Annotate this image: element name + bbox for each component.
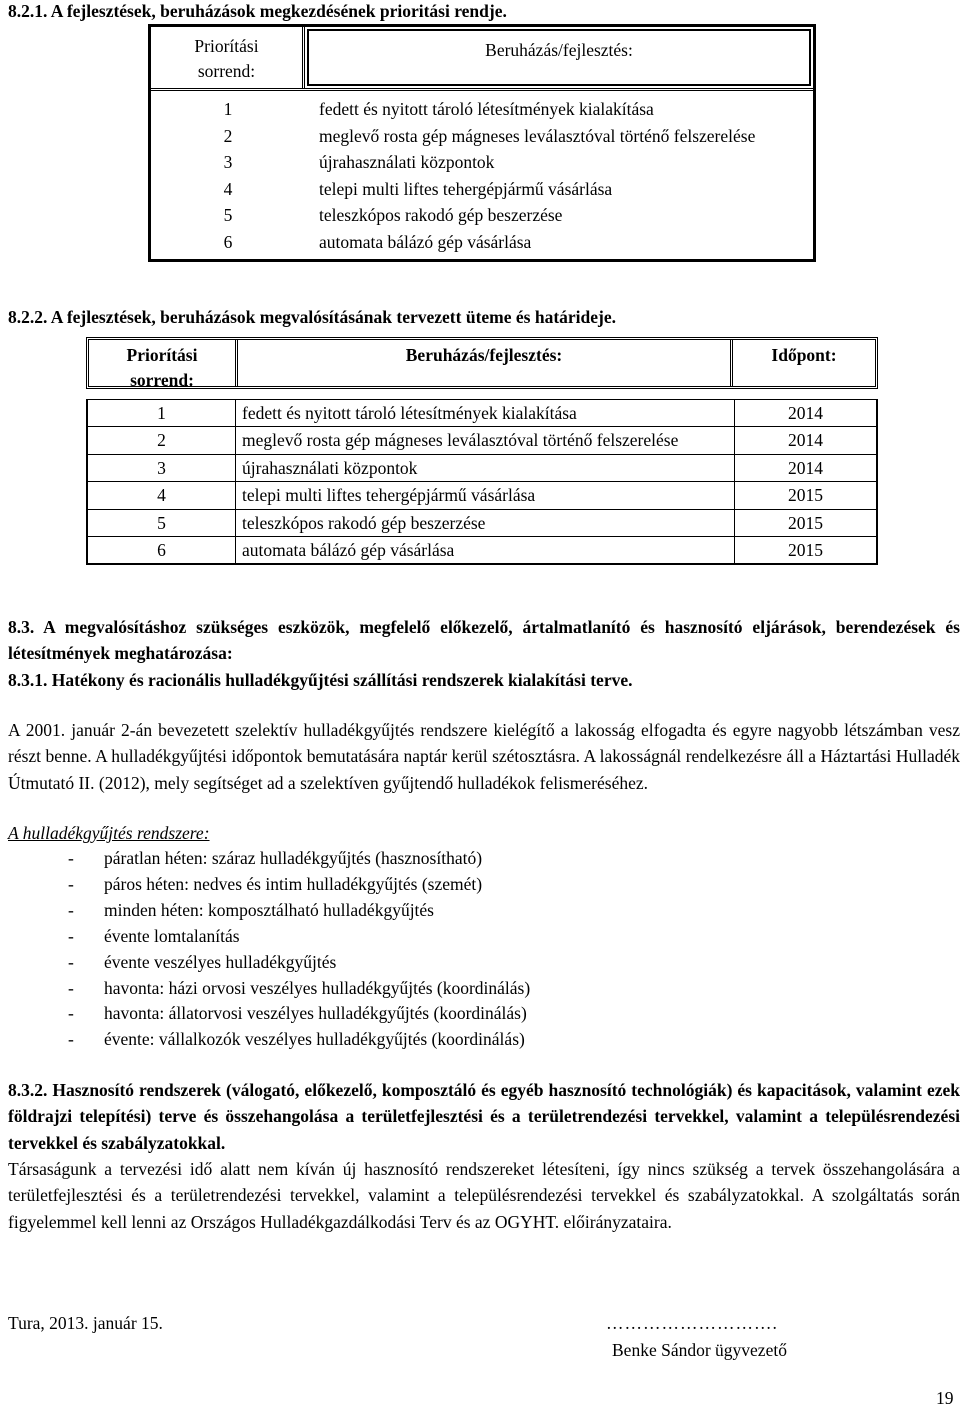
table-row: 4 telepi multi liftes tehergépjármű vásárlása 2015 <box>88 482 876 509</box>
table-row: 3 újrahasználati központok <box>223 152 495 172</box>
priority-table-body <box>151 91 813 259</box>
project-column-header: Beruházás/fejlesztés: <box>307 29 811 86</box>
priority-column-header: Priorítási sorrend: <box>89 340 238 386</box>
paragraph-tarsasagunk: Társaságunk a tervezési idő alatt nem kíván új hasznosító rendszereket létesíteni, így nincs szükség a tervek összehangolására a területfejlesztési és a területrendezési tervekkel, valamint a településrendezési tervekkel és szabályzatokkal. A szolgáltatás során figyelemmel kell lenni az Országos Hulladékgazdálkodási Terv és az OGYHT. előirányzataira. <box>8 1159 960 1232</box>
schedule-table <box>86 337 878 565</box>
heading-8-3: 8.3. A megvalósításhoz szükséges eszközök, megfelelő előkezelő, ártalmatlanító és hasznosító eljárások, berendezések és létesítmények meghatározása: <box>8 617 960 664</box>
priority-table-header <box>151 27 813 91</box>
paragraph-2001: A 2001. január 2-án bevezetett szelektív hulladékgyűjtés rendszere kielégítő a lakosság elfogadta és egyre nagyobb létszámban vesz részt benne. A hulladékgyűjtési időpontok bemutatására naptár kerül szétosztásra. A lakosságnál rendelkezésre áll a Háztartási Hulladék Útmutató II. (2012), mely segítséget ad a szelektíven gyűjtendő hulladékok felismeréséhez. <box>8 720 960 793</box>
list-item: - havonta: állatorvosi veszélyes hulladékgyűjtés (koordinálás) <box>8 1001 908 1027</box>
schedule-table-body <box>86 399 878 565</box>
table-row: 2 meglevő rosta gép mágneses leválasztóval történő felszerelése 2014 <box>88 427 876 454</box>
list-item: - páratlan héten: száraz hulladékgyűjtés (hasznosítható) <box>8 846 908 872</box>
list-item: - évente veszélyes hulladékgyűjtés <box>8 950 908 976</box>
collection-system-title: A hulladékgyűjtés rendszere: <box>8 823 210 843</box>
list-item: - páros héten: nedves és intim hulladékgyűjtés (szemét) <box>8 872 908 898</box>
table-row: 3 újrahasználati központok 2014 <box>88 455 876 482</box>
signature-line: ………………………. <box>606 1313 778 1333</box>
priority-table <box>148 24 816 262</box>
place-and-date: Tura, 2013. január 15. <box>8 1313 163 1333</box>
time-column-header: Időpont: <box>771 345 837 365</box>
table-row: 5 teleszkópos rakodó gép beszerzése <box>223 205 563 225</box>
heading-8-2-1: 8.2.1. A fejlesztések, beruházások megkezdésének prioritási rendje. <box>8 1 507 21</box>
table-row: 1 fedett és nyitott tároló létesítmények kialakítása <box>223 99 654 119</box>
heading-8-3-1: 8.3.1. Hatékony és racionális hulladékgyűjtési szállítási rendszerek kialakítási terve. <box>8 670 633 690</box>
priority-column-header: Priorítási sorrend: <box>151 27 305 88</box>
table-row: 4 telepi multi liftes tehergépjármű vásárlása <box>223 178 613 199</box>
heading-8-2-2: 8.2.2. A fejlesztések, beruházások megvalósításának tervezett üteme és határideje. <box>8 307 616 327</box>
collection-system-list <box>8 846 908 1053</box>
table-row: 6 automata bálázó gép vásárlása 2015 <box>88 537 876 563</box>
table-row: 1 fedett és nyitott tároló létesítmények kialakítása 2014 <box>88 400 876 427</box>
list-item: - évente lomtalanítás <box>8 924 908 950</box>
table-row: 5 teleszkópos rakodó gép beszerzése 2015 <box>88 510 876 537</box>
page-number: 19 <box>936 1388 954 1408</box>
project-column-header: Beruházás/fejlesztés: <box>238 340 733 386</box>
schedule-table-header <box>86 337 878 389</box>
list-item: - évente: vállalkozók veszélyes hulladékgyűjtés (koordinálás) <box>8 1027 908 1053</box>
list-item: - havonta: házi orvosi veszélyes hulladékgyűjtés (koordinálás) <box>8 976 908 1002</box>
table-row: 6 automata bálázó gép vásárlása <box>223 231 532 252</box>
list-item: - minden héten: komposztálható hulladékgyűjtés <box>8 898 908 924</box>
heading-8-3-2: 8.3.2. Hasznosító rendszerek (válogató, előkezelő, komposztáló és egyéb hasznosító technológiák) és kapacitások, valamint ezek földrajzi telepítési) terve és összehangolása a területfejlesztési és a területrendezési tervekkel, valamint a településrendezési tervekkel és szabályzatokkal. <box>8 1080 960 1153</box>
signer-name: Benke Sándor ügyvezető <box>612 1340 787 1360</box>
table-row: 2 meglevő rosta gép mágneses leválasztóval történő felszerelése <box>223 125 756 146</box>
